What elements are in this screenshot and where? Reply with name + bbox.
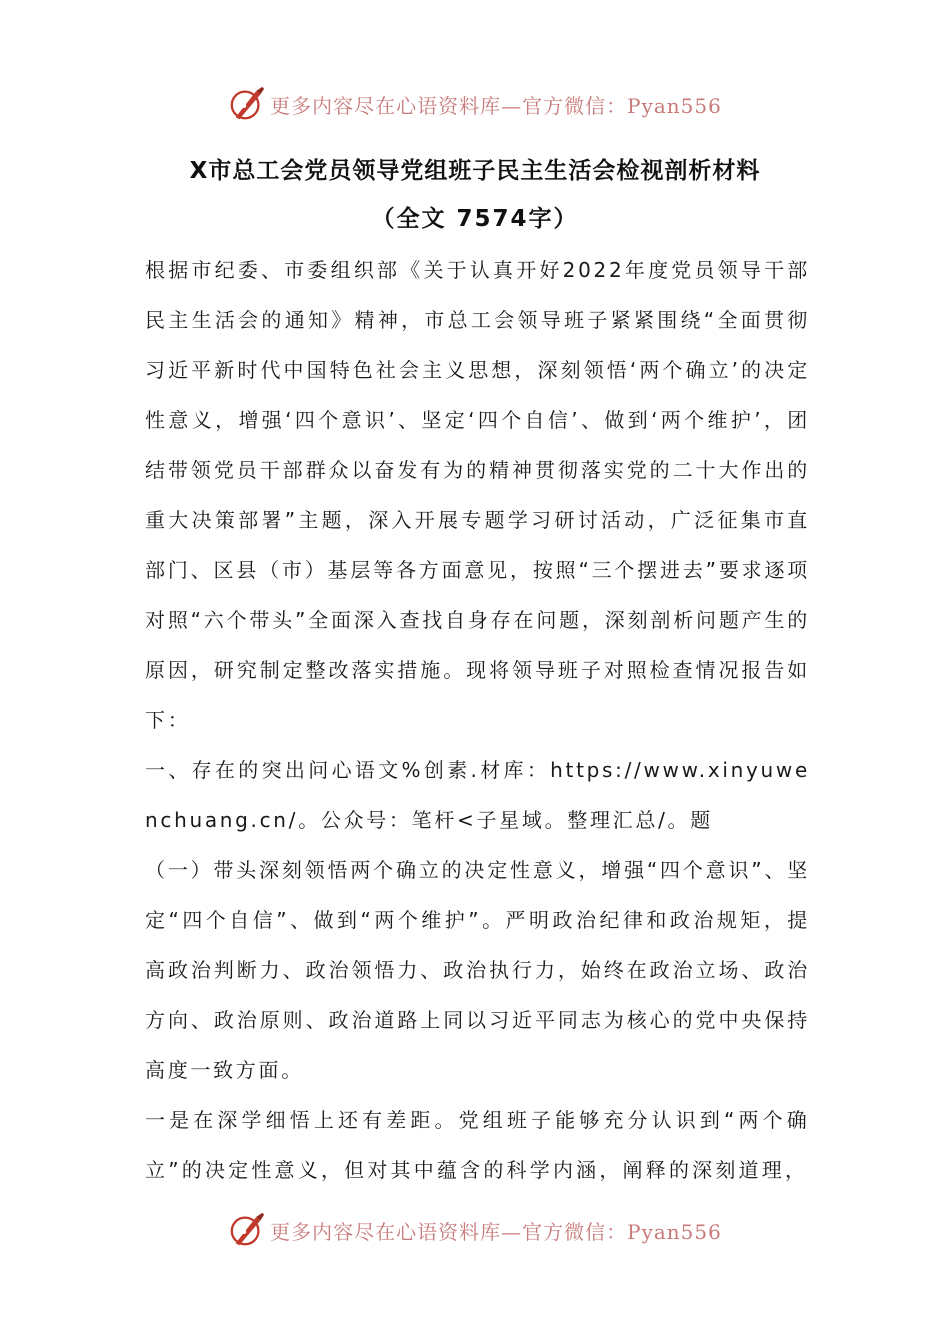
document-title: X市总工会党员领导党组班子民主生活会检视剖析材料 (189, 158, 761, 184)
header-banner (0, 82, 950, 126)
point-one-paragraph: 一是在深学细悟上还有差距。党组班子能够充分认识到“两个确立”的决定性意义，但对其中蕴含的科学内涵，阐释的深刻道理， (145, 1108, 810, 1182)
pen-nib-icon (228, 85, 266, 123)
header-banner-text: 更多内容尽在心语资料库—官方微信：Pyan556 (270, 93, 722, 118)
intro-paragraph: 根据市纪委、市委组织部《关于认真开好2022年度党员领导干部民主生活会的通知》精神，市总工会领导班子紧紧围绕“全面贯彻习近平新时代中国特色社会主义思想，深刻领悟‘两个确立’的决定性意义，增强‘四个意识’、坚定‘四个自信’、做到‘两个维护’，团结带领党员干部群众以奋发有为的精神贯彻落实党的二十大作出的重大决策部署”主题，深入开展专题学习研讨活动，广泛征集市直部门、区县（市）基层等各方面意见，按照“三个摆进去”要求逐项对照“六个带头”全面深入查找自身存在问题，深刻剖析问题产生的原因，研究制定整改落实措施。现将领导班子对照检查情况报告如下： (145, 258, 810, 732)
footer-banner (0, 1208, 950, 1252)
document-subtitle: （全文 7574字） (371, 206, 579, 232)
section-heading-paragraph: 一、存在的突出问心语文%创素.材库：https://www.xinyuwenchuang.cn/。公众号：笔杆<子星域。整理汇总/。题 (145, 758, 810, 832)
subsection-paragraph: （一）带头深刻领悟两个确立的决定性意义，增强“四个意识”、坚定“四个自信”、做到“两个维护”。严明政治纪律和政治规矩，提高政治判断力、政治领悟力、政治执行力，始终在政治立场、政治方向、政治原则、政治道路上同以习近平同志为核心的党中央保持高度一致方面。 (145, 858, 810, 1082)
footer-banner-text: 更多内容尽在心语资料库—官方微信：Pyan556 (270, 1219, 722, 1244)
pen-nib-icon (228, 1211, 266, 1249)
document-body (145, 245, 810, 1195)
